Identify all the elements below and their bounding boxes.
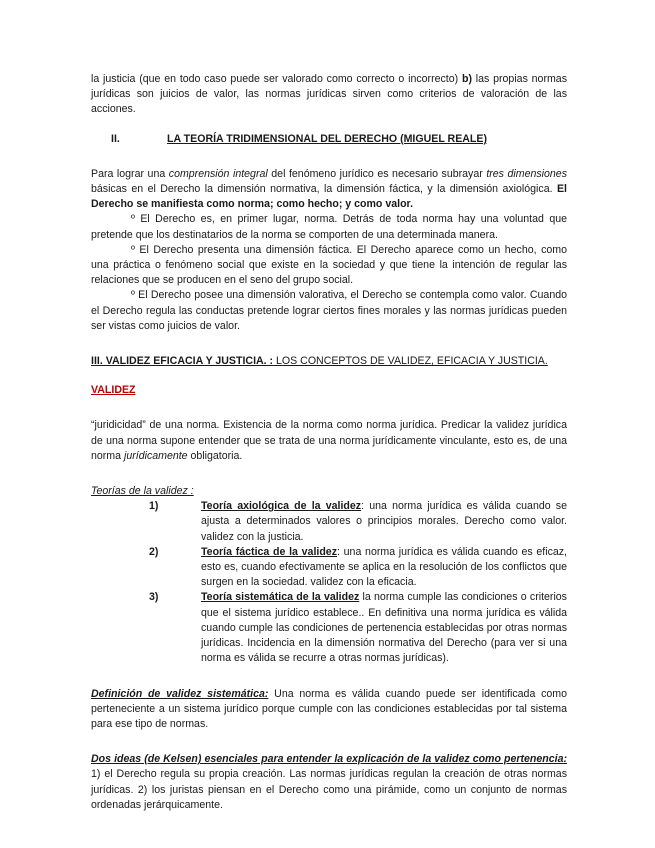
theory-name: Teoría sistemática de la validez xyxy=(201,591,360,604)
validez-heading: VALIDEZ xyxy=(91,384,136,397)
juridicidad-paragraph: “juridicidad” de una norma. Existencia de la norma como norma jurídica. Predicar la validez jurídica de una norma supone entender que se trata de una norma jurídicamente vinculante, esto es, de una norma jurídicamente obligatoria. xyxy=(91,419,567,462)
theory-item: 1) Teoría axiológica de la validez: una norma jurídica es válida cuando se ajusta a determinados valores o principios morales. Derecho como valor. validez con la justicia. xyxy=(149,500,567,543)
theory-item: 3) Teoría sistemática de la validez la norma cumple las condiciones o criterios que el sistema jurídico establece.. En definitiva una norma jurídica es válida cuando cumple las condiciones de pertenencia establecidas por otras normas jurídicas. Incidencia en la dimensión normativa del Derecho (para ver si una norma es válida se recurre a otras normas jurídicas). xyxy=(149,591,567,665)
section-2-number: II. xyxy=(111,132,120,145)
definition-paragraph: Definición de validez sistemática: Una norma es válida cuando puede ser identificada como perteneciente a un sistema jurídico porque cumple con las condiciones establecidas por tal sistema para ese tipo de normas. xyxy=(91,687,568,730)
intro-text-2: las propias normas jurídicas son juicios de valor, las normas jurídicas sirven como criterios de valoración de las acciones. xyxy=(91,73,567,116)
kelsen-paragraph: Dos ideas (de Kelsen) esenciales para entender la explicación de la validez como pertenencia: 1) el Derecho regula su propia creación. Las normas jurídicas regulan la creación de otras normas jurídicas. 2) los juristas piensan en el Derecho como una pirámide, como un conjunto de normas ordenadas jerárquicamente. xyxy=(91,753,567,811)
dimension-valorativa: º El Derecho posee una dimensión valorativa, el Derecho se contempla como valor. Cuando el Derecho regula las conductas pretende lograr ciertos fines morales y las normas jurídicas pueden ser vistas como juicios de valor. xyxy=(91,289,567,332)
theory-name: Teoría fáctica de la validez xyxy=(201,545,337,558)
theory-item: 2) Teoría fáctica de la validez: una norma jurídica es válida cuando es eficaz, esto es, cuando efectivamente se aplica en la resolución de los conflictos que surgen en la sociedad. validez con la eficacia. xyxy=(149,545,568,589)
section-3-subtitle: LOS CONCEPTOS DE VALIDEZ, EFICACIA Y JUSTICIA. xyxy=(273,355,548,368)
dimension-factica: º El Derecho presenta una dimensión fáctica. El Derecho aparece como un hecho, como una práctica o fenómeno social que existe en la sociedad y que tiene la intención de regular las relaciones que se producen en el seno del grupo social. xyxy=(91,243,567,287)
section-3-title: III. VALIDEZ EFICACIA Y JUSTICIA. : xyxy=(91,355,274,368)
intro-text-1: la justicia (que en todo caso puede ser valorado como correcto o incorrecto) xyxy=(91,73,462,85)
intro-b-label: b) xyxy=(461,73,472,85)
section-2-heading xyxy=(91,132,567,147)
theory-name: Teoría axiológica de la validez xyxy=(201,500,362,513)
section-2-title: LA TEORÍA TRIDIMENSIONAL DEL DERECHO (MIGUEL REALE) xyxy=(167,132,487,145)
section-2-emphasis: El Derecho se manifiesta como norma; como hecho; y como valor. xyxy=(91,183,567,211)
theories-label: Teorías de la validez : xyxy=(91,485,194,498)
kelsen-label: Dos ideas (de Kelsen) esenciales para entender la explicación de la validez como pertenencia: xyxy=(91,753,567,766)
definition-label: Definición de validez sistemática: xyxy=(91,687,269,700)
section-3-heading xyxy=(91,354,567,369)
dimension-normativa: º El Derecho es, en primer lugar, norma. Detrás de toda norma hay una voluntad que pretende que los destinatarios de la norma se comporten de una determinada manera. xyxy=(91,213,567,241)
intro-paragraph xyxy=(91,72,567,118)
document-page xyxy=(91,72,567,813)
section-2-intro: Para lograr una comprensión integral del fenómeno jurídico es necesario subrayar tres dimensiones básicas en el Derecho la dimensión normativa, la dimensión fáctica, y la dimensión axiológica. El Derecho se manifiesta como norma; como hecho; y como valor. xyxy=(91,167,567,211)
